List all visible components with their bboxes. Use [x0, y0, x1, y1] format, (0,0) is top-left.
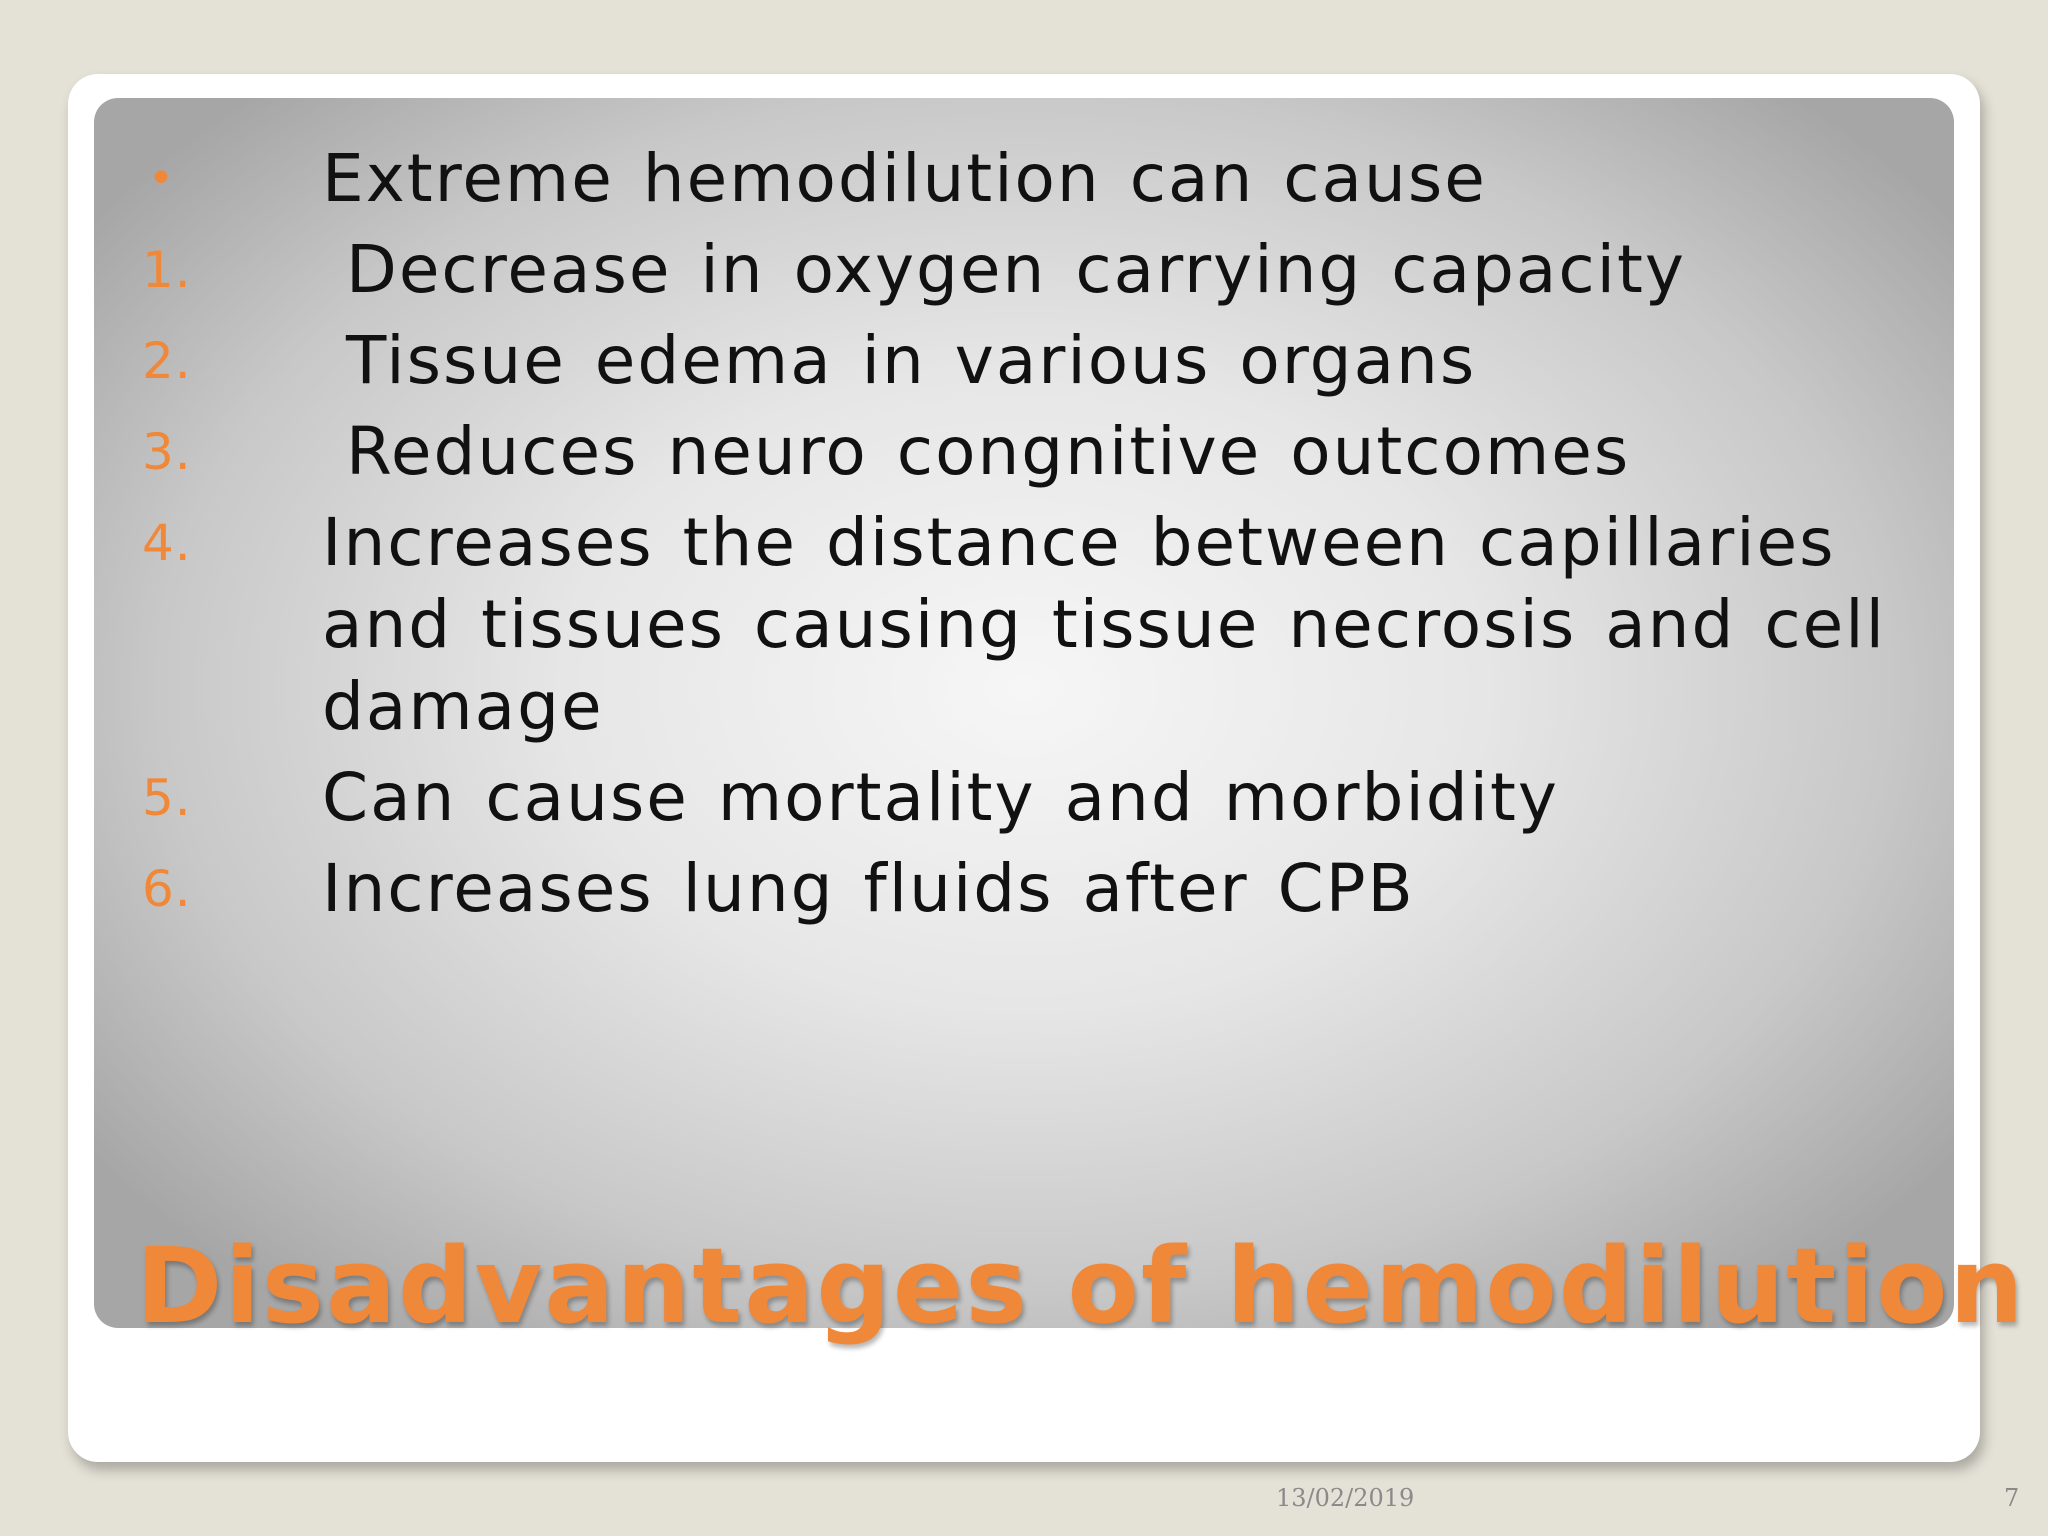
list-item: [142, 502, 1932, 748]
bullet-dot-icon: •: [148, 153, 175, 204]
list-item-text: Increases lung fluids after CPB: [322, 850, 1415, 927]
page-number: 7: [2004, 1484, 2020, 1512]
list-number: 4.: [142, 514, 192, 572]
list-item-text: Tissue edema in various organs: [346, 322, 1477, 399]
slide-title: Disadvantages of hemodilution: [136, 1225, 2026, 1347]
footer-date: 13/02/2019: [1276, 1484, 1415, 1512]
list-item: [142, 138, 1932, 220]
bullet-list: [142, 138, 1932, 939]
list-item: [142, 229, 1932, 311]
list-number: 5.: [142, 769, 192, 827]
list-item-text: Decrease in oxygen carrying capacity: [346, 231, 1686, 308]
list-number: 2.: [142, 332, 192, 390]
list-item: [142, 848, 1932, 930]
list-number: 3.: [142, 423, 192, 481]
list-item: [142, 320, 1932, 402]
list-item: [142, 411, 1932, 493]
list-item-text: Extreme hemodilution can cause: [322, 140, 1487, 217]
list-number: 1.: [142, 241, 192, 299]
list-item-text: Increases the distance between capillaries and tissues causing tissue necrosis and cell damage: [322, 504, 1886, 745]
list-item: [142, 757, 1932, 839]
list-item-text: Reduces neuro congnitive outcomes: [346, 413, 1631, 490]
content-panel: [94, 98, 1954, 1328]
list-item-text: Can cause mortality and morbidity: [322, 759, 1559, 836]
list-number: 6.: [142, 860, 192, 918]
